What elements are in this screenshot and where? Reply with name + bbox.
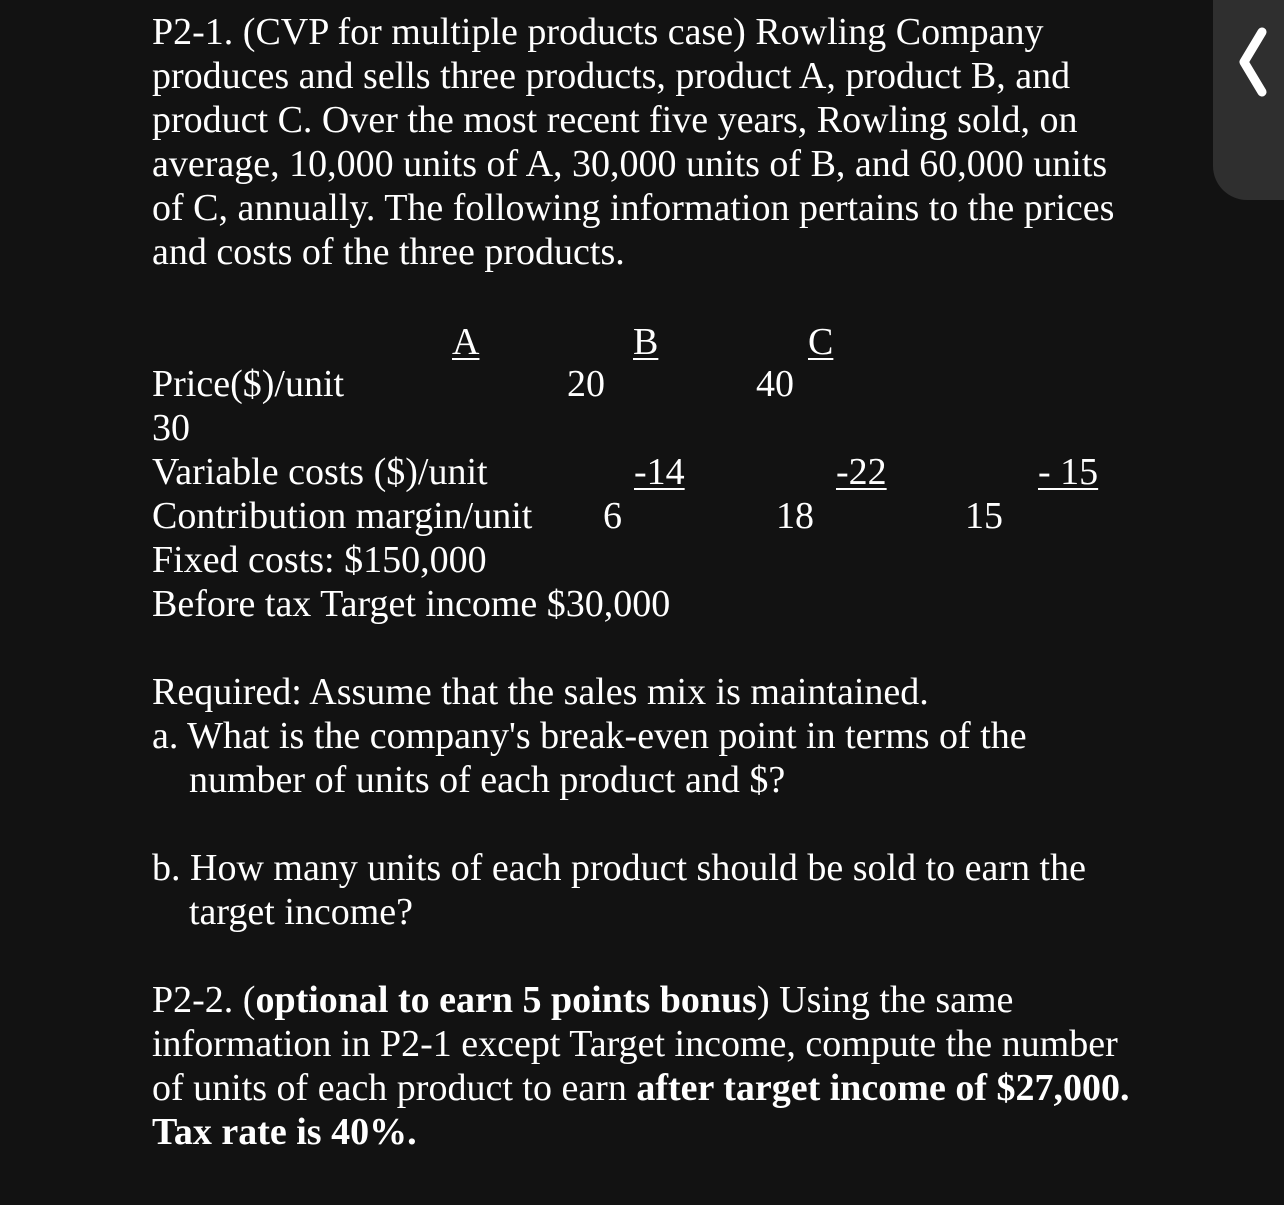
problem2-prefix: P2-2. ( — [152, 979, 256, 1021]
price-c: 30 — [152, 407, 190, 449]
intro-line: of C, annually. The following information pertains to the prices — [152, 187, 1115, 229]
price-a: 20 — [567, 363, 605, 405]
intro-line: and costs of the three products. — [152, 231, 625, 273]
required-text: Required: Assume that the sales mix is maintained. — [152, 671, 929, 713]
problem2-line2: information in P2-1 except Target income, compute the number — [152, 1023, 1118, 1065]
price-label: Price($)/unit — [152, 363, 345, 405]
header-a: A — [452, 321, 480, 363]
problem2-line4 — [152, 1110, 417, 1154]
problem2-line1 — [152, 978, 1013, 1022]
intro-line: produces and sells three products, product A, product B, and — [152, 55, 1071, 97]
header-b: B — [633, 321, 659, 363]
header-c: C — [808, 321, 834, 363]
question-b-line2: target income? — [189, 891, 414, 933]
variable-c: - 15 — [1038, 451, 1099, 493]
problem2-suffix: ) Using the same — [756, 979, 1014, 1021]
variable-b: -22 — [836, 451, 887, 493]
cm-b: 18 — [776, 495, 814, 537]
intro-line: P2-1. (CVP for multiple products case) Rowling Company — [152, 11, 1044, 53]
intro-line: average, 10,000 units of A, 30,000 units of B, and 60,000 units — [152, 143, 1108, 185]
target-income: Before tax Target income $30,000 — [152, 583, 671, 625]
intro-line: product C. Over the most recent five years, Rowling sold, on — [152, 99, 1078, 141]
problem2-tax-rate: Tax rate is 40%. — [152, 1111, 417, 1153]
cm-a: 6 — [603, 495, 622, 537]
cm-c: 15 — [965, 495, 1003, 537]
variable-a: -14 — [634, 451, 685, 493]
problem2-line3 — [152, 1066, 1129, 1110]
variable-label: Variable costs ($)/unit — [152, 451, 488, 493]
question-a-line1: a. What is the company's break-even point in terms of the — [152, 715, 1027, 757]
question-a-line2: number of units of each product and $? — [189, 759, 786, 801]
cm-label: Contribution margin/unit — [152, 495, 533, 537]
problem2-after-target: after target income of $27,000. — [636, 1067, 1130, 1109]
chevron-left-icon[interactable] — [1232, 26, 1272, 98]
problem2-bonus: optional to earn 5 points bonus — [255, 979, 757, 1021]
fixed-costs: Fixed costs: $150,000 — [152, 539, 487, 581]
problem2-line3-prefix: of units of each product to earn — [152, 1067, 637, 1109]
price-b: 40 — [756, 363, 794, 405]
question-b-line1: b. How many units of each product should be sold to earn the — [152, 847, 1086, 889]
